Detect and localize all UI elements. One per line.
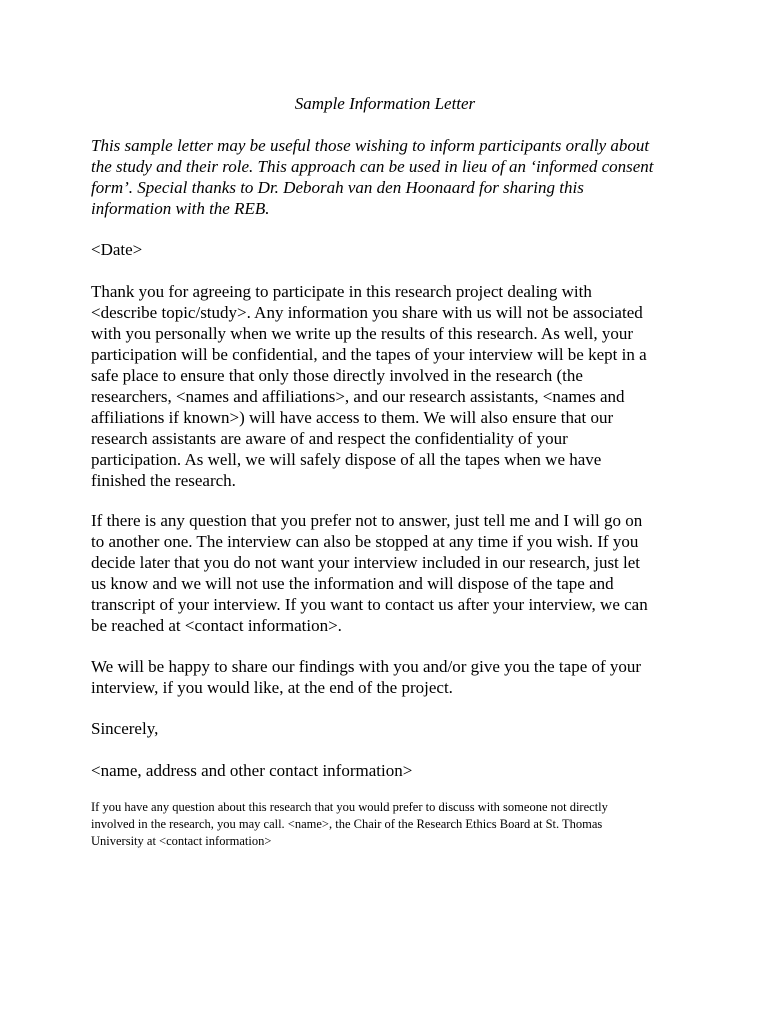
date-placeholder	[91, 239, 691, 260]
paragraph-line: participation. As well, we will safely dispose of all the tapes when we have	[91, 450, 602, 469]
document-title: Sample Information Letter	[294, 94, 476, 113]
intro-line: the study and their role. This approach can be used in lieu of an ‘informed consent	[91, 157, 654, 176]
paragraph-line: affiliations if known>) will have access to them. We will also ensure that our	[91, 408, 614, 427]
paragraph-questions	[91, 510, 691, 636]
paragraph-line: interview, if you would like, at the end of the project.	[91, 678, 453, 697]
closing	[91, 718, 691, 739]
paragraph-line: research assistants are aware of and respect the confidentiality of your	[91, 429, 568, 448]
paragraph-line: If there is any question that you prefer not to answer, just tell me and I will go on	[91, 511, 643, 530]
paragraph-line: with you personally when we write up the results of this research. As well, your	[91, 324, 633, 343]
paragraph-line: decide later that you do not want your interview included in our research, just let	[91, 553, 641, 572]
paragraph-line: <describe topic/study>. Any information you share with us will not be associated	[91, 303, 643, 322]
paragraph-findings	[91, 656, 691, 698]
footnote	[91, 799, 691, 850]
signature-line: <name, address and other contact information>	[91, 761, 413, 780]
footnote-line: involved in the research, you may call. <name>, the Chair of the Research Ethics Board at St. Thomas	[91, 817, 603, 831]
paragraph-line: to another one. The interview can also be stopped at any time if you wish. If you	[91, 532, 639, 551]
footnote-line: University at <contact information>	[91, 834, 272, 848]
paragraph-participation	[91, 281, 691, 491]
signature-placeholder	[91, 760, 691, 781]
intro-line: information with the REB.	[91, 199, 270, 218]
footnote-line: If you have any question about this research that you would prefer to discuss with someone not directly	[91, 800, 608, 814]
closing-line: Sincerely,	[91, 719, 159, 738]
intro-line: form’. Special thanks to Dr. Deborah van den Hoonaard for sharing this	[91, 178, 584, 197]
paragraph-line: researchers, <names and affiliations>, and our research assistants, <names and	[91, 387, 625, 406]
paragraph-line: participation will be confidential, and the tapes of your interview will be kept in a	[91, 345, 647, 364]
paragraph-line: us know and we will not use the information and will dispose of the tape and	[91, 574, 614, 593]
paragraph-line: transcript of your interview. If you want to contact us after your interview, we can	[91, 595, 648, 614]
intro-line: This sample letter may be useful those wishing to inform participants orally about	[91, 136, 650, 155]
paragraph-line: finished the research.	[91, 471, 236, 490]
paragraph-line: We will be happy to share our findings with you and/or give you the tape of your	[91, 657, 642, 676]
paragraph-line: be reached at <contact information>.	[91, 616, 342, 635]
paragraph-line: safe place to ensure that only those directly involved in the research (the	[91, 366, 583, 385]
intro-paragraph	[91, 135, 691, 219]
date-line: <Date>	[91, 240, 143, 259]
paragraph-line: Thank you for agreeing to participate in this research project dealing with	[91, 282, 592, 301]
